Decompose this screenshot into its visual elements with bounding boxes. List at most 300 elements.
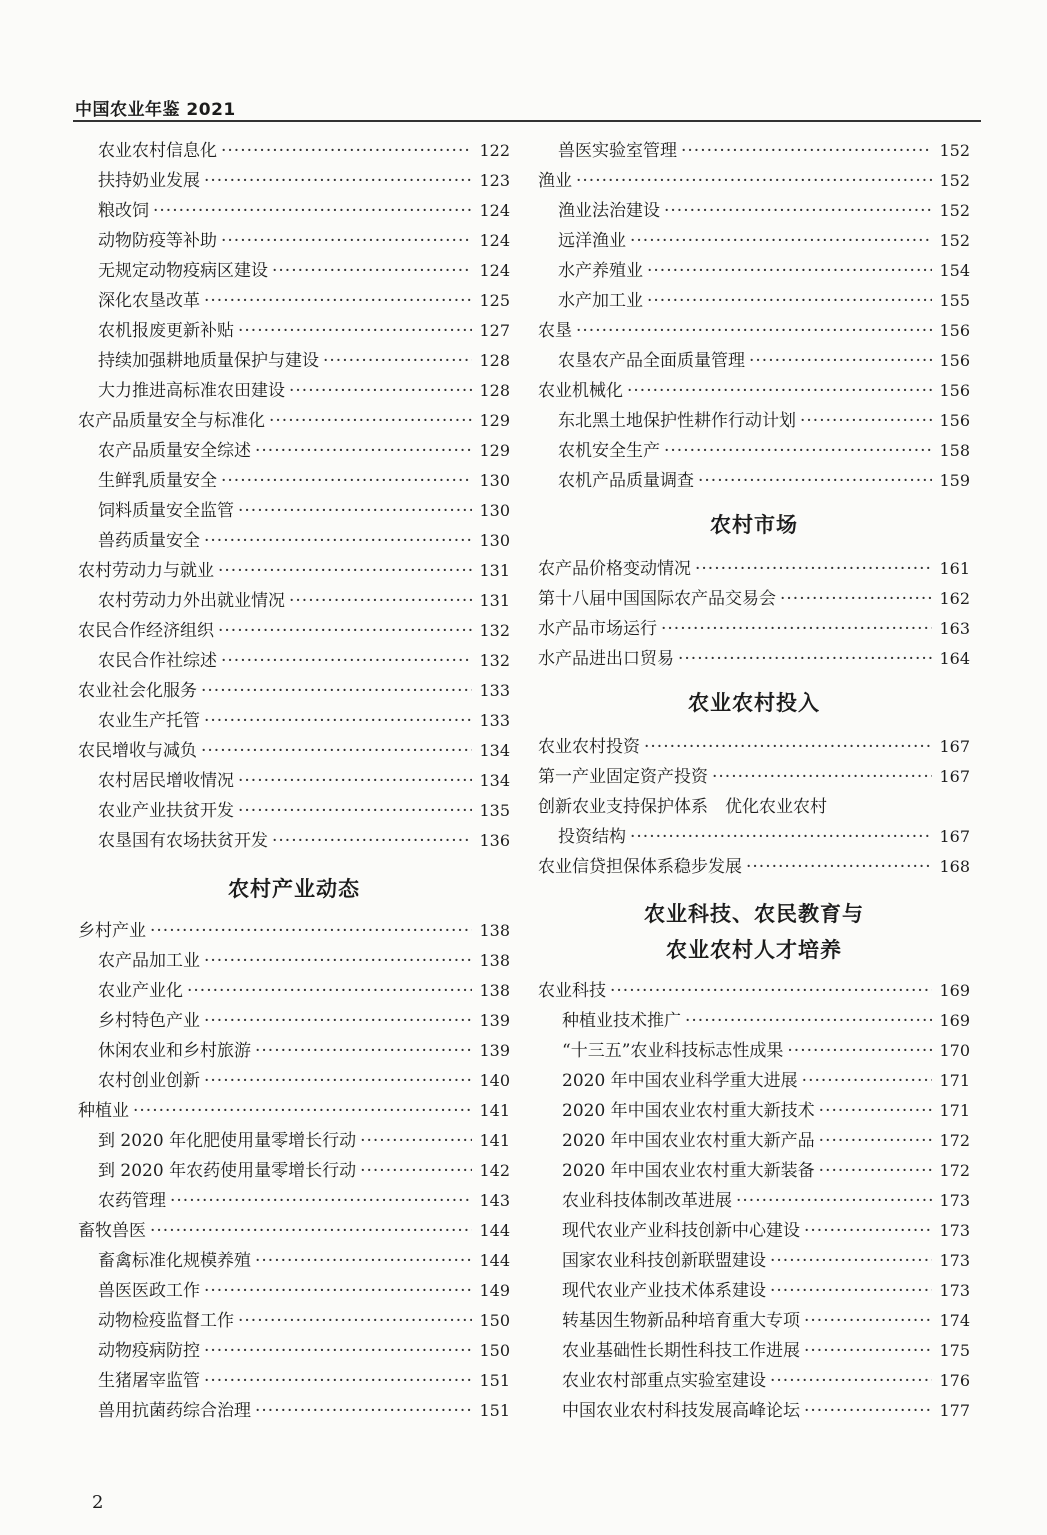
- dot-leader: [661, 614, 932, 644]
- toc-entry-page: 170: [939, 1041, 970, 1060]
- toc-entry: [538, 346, 970, 376]
- toc-entry: [78, 136, 510, 166]
- toc-entry: [538, 166, 970, 196]
- toc-entry-title: 农药管理: [98, 1191, 166, 1211]
- toc-entry-title: 持续加强耕地质量保护与建设: [98, 351, 319, 371]
- toc-entry-title: 农业信贷担保体系稳步发展: [538, 857, 742, 877]
- section-heading: 农业农村投入: [688, 691, 820, 715]
- toc-entry-title: 农民增收与减负: [78, 741, 197, 761]
- toc-entry: [538, 554, 970, 584]
- toc-entry-title: 农民合作社综述: [98, 651, 217, 671]
- toc-entry: [538, 822, 970, 852]
- toc-entry: [538, 1156, 970, 1186]
- toc-entry-page: 141: [479, 1131, 510, 1150]
- toc-entry-title: 畜牧兽医: [78, 1221, 146, 1241]
- toc-entry-title: 大力推进高标准农田建设: [98, 381, 285, 401]
- toc-entry-title: 无规定动物疫病区建设: [98, 261, 268, 281]
- toc-entry-page: 143: [479, 1191, 510, 1210]
- dot-leader: [787, 1036, 932, 1066]
- toc-entry-page: 133: [479, 711, 510, 730]
- dot-leader: [289, 376, 472, 406]
- dot-leader: [681, 136, 932, 166]
- running-header: 中国农业年鉴 2021: [75, 100, 236, 120]
- toc-entry-title: 农机报废更新补贴: [98, 321, 234, 341]
- dot-leader: [360, 1156, 472, 1186]
- toc-entry: [78, 1336, 510, 1366]
- toc-entry: [78, 1126, 510, 1156]
- dot-leader: [630, 822, 932, 852]
- toc-entry: [78, 256, 510, 286]
- toc-entry-page: 134: [479, 741, 510, 760]
- toc-entry-page: 177: [939, 1401, 970, 1420]
- toc-entry-title: 农机产品质量调查: [558, 471, 694, 491]
- dot-leader: [698, 466, 932, 496]
- dot-leader: [150, 1216, 472, 1246]
- toc-entry-title: 粮改饲: [98, 201, 149, 221]
- toc-entry: [78, 226, 510, 256]
- toc-entry-page: 158: [939, 441, 970, 460]
- toc-entry: [538, 1216, 970, 1246]
- toc-entry: [538, 1096, 970, 1126]
- dot-leader: [644, 732, 932, 762]
- dot-leader: [204, 286, 472, 316]
- dot-leader: [323, 346, 472, 376]
- toc-entry: [78, 646, 510, 676]
- toc-entry-title: 种植业: [78, 1101, 129, 1121]
- toc-entry-title: 动物防疫等补助: [98, 231, 217, 251]
- toc-entry-page: 155: [939, 291, 970, 310]
- toc-entry-title: 到 2020 年农药使用量零增长行动: [98, 1161, 357, 1181]
- toc-entry-page: 150: [479, 1311, 510, 1330]
- dot-leader: [647, 256, 932, 286]
- dot-leader: [695, 554, 932, 584]
- toc-entry-page: 130: [479, 531, 510, 550]
- toc-entry-page: 173: [939, 1191, 970, 1210]
- toc-entry: [538, 316, 970, 346]
- dot-leader: [153, 196, 472, 226]
- toc-entry-page: 125: [479, 291, 510, 310]
- toc-entry-title: 农业基础性长期性科技工作进展: [562, 1341, 800, 1361]
- header-rule: [73, 120, 981, 122]
- toc-entry-page: 128: [479, 381, 510, 400]
- toc-entry-title: 农村居民增收情况: [98, 771, 234, 791]
- toc-entry: [78, 1396, 510, 1426]
- toc-entry-title: 农业产业扶贫开发: [98, 801, 234, 821]
- toc-entry: [78, 496, 510, 526]
- dot-leader: [770, 1366, 932, 1396]
- dot-leader: [218, 556, 472, 586]
- toc-entry: [78, 736, 510, 766]
- toc-entry-title: 农村创业创新: [98, 1071, 200, 1091]
- toc-entry: [78, 1216, 510, 1246]
- toc-entry-page: 130: [479, 471, 510, 490]
- toc-entry: [538, 1336, 970, 1366]
- toc-entry: [78, 166, 510, 196]
- toc-entry: [538, 226, 970, 256]
- toc-entry-title: 农垦农产品全面质量管理: [558, 351, 745, 371]
- dot-leader: [819, 1156, 932, 1186]
- dot-leader: [187, 976, 472, 1006]
- toc-entry-title: 中国农业农村科技发展高峰论坛: [562, 1401, 800, 1421]
- toc-entry: [78, 826, 510, 856]
- toc-entry: [78, 556, 510, 586]
- toc-entry: [538, 1066, 970, 1096]
- toc-entry-page: 138: [479, 951, 510, 970]
- toc-entry-page: 149: [479, 1281, 510, 1300]
- toc-entry-page: 142: [479, 1161, 510, 1180]
- toc-entry: [538, 644, 970, 674]
- toc-entry-page: 139: [479, 1011, 510, 1030]
- toc-entry-page: 134: [479, 771, 510, 790]
- dot-leader: [736, 1186, 932, 1216]
- toc-entry-title: 东北黑土地保护性耕作行动计划: [558, 411, 796, 431]
- toc-entry-title: 水产品进出口贸易: [538, 649, 674, 669]
- dot-leader: [804, 1216, 932, 1246]
- toc-entry-title: 水产加工业: [558, 291, 643, 311]
- toc-entry: [78, 376, 510, 406]
- dot-leader: [238, 496, 472, 526]
- toc-entry-page: 151: [479, 1371, 510, 1390]
- toc-entry-title: 投资结构: [558, 827, 626, 847]
- toc-entry: [78, 586, 510, 616]
- toc-entry: [78, 406, 510, 436]
- toc-group: [538, 976, 970, 1426]
- dot-leader: [204, 166, 472, 196]
- dot-leader: [238, 766, 472, 796]
- toc-entry-page: 171: [939, 1071, 970, 1090]
- toc-entry-page: 156: [939, 321, 970, 340]
- toc-entry-title: 农业生产托管: [98, 711, 200, 731]
- toc-entry-title: 兽用抗菌药综合治理: [98, 1401, 251, 1421]
- toc-entry-page: 172: [939, 1131, 970, 1150]
- toc-entry-page: 140: [479, 1071, 510, 1090]
- toc-entry-title: 乡村产业: [78, 921, 146, 941]
- toc-entry: [538, 466, 970, 496]
- toc-entry-page: 130: [479, 501, 510, 520]
- toc-entry: [78, 1366, 510, 1396]
- section-heading: 农业农村人才培养: [666, 938, 842, 962]
- toc-entry-title: 到 2020 年化肥使用量零增长行动: [98, 1131, 357, 1151]
- dot-leader: [804, 1396, 932, 1426]
- toc-entry-title: 水产品市场运行: [538, 619, 657, 639]
- toc-entry-page: 156: [939, 381, 970, 400]
- toc-entry: [538, 732, 970, 762]
- dot-leader: [664, 436, 932, 466]
- toc-entry-title: 农村劳动力外出就业情况: [98, 591, 285, 611]
- toc-entry: [78, 196, 510, 226]
- toc-entry-page: 129: [479, 411, 510, 430]
- dot-leader: [780, 584, 932, 614]
- dot-leader: [664, 196, 932, 226]
- toc-entry-page: 128: [479, 351, 510, 370]
- toc-entry-page: 136: [479, 831, 510, 850]
- dot-leader: [802, 1066, 932, 1096]
- toc-entry: [78, 436, 510, 466]
- toc-entry-title: 农机安全生产: [558, 441, 660, 461]
- toc-entry-page: 156: [939, 351, 970, 370]
- toc-entry-title: 兽医医政工作: [98, 1281, 200, 1301]
- toc-entry-title: 畜禽标准化规模养殖: [98, 1251, 251, 1271]
- toc-entry: [538, 1366, 970, 1396]
- dot-leader: [204, 1066, 472, 1096]
- toc-group: [538, 732, 970, 792]
- toc-entry-page: 150: [479, 1341, 510, 1360]
- dot-leader: [819, 1126, 932, 1156]
- dot-leader: [238, 1306, 472, 1336]
- toc-entry-title: 2020 年中国农业农村重大新产品: [562, 1131, 815, 1151]
- toc-entry-title: 农业机械化: [538, 381, 623, 401]
- toc-entry-title: 乡村特色产业: [98, 1011, 200, 1031]
- dot-leader: [221, 226, 472, 256]
- toc-entry: [538, 852, 970, 882]
- toc-entry-page: 167: [939, 827, 970, 846]
- section-heading: 农村市场: [710, 513, 798, 537]
- toc-entry-title: 农产品价格变动情况: [538, 559, 691, 579]
- dot-leader: [150, 916, 472, 946]
- toc-entry-title: 扶持奶业发展: [98, 171, 200, 191]
- toc-entry-page: 122: [479, 141, 510, 160]
- toc-entry: [78, 346, 510, 376]
- dot-leader: [804, 1306, 932, 1336]
- toc-entry: [538, 406, 970, 436]
- dot-leader: [218, 616, 472, 646]
- dot-leader: [610, 976, 932, 1006]
- dot-leader: [627, 376, 932, 406]
- toc-entry-title: 深化农垦改革: [98, 291, 200, 311]
- dot-leader: [746, 852, 932, 882]
- toc-entry-page: 124: [479, 261, 510, 280]
- toc-entry: [78, 466, 510, 496]
- toc-entry-multiline: 创新农业支持保护体系 优化农业农村: [538, 797, 827, 817]
- toc-entry-page: 156: [939, 411, 970, 430]
- dot-leader: [238, 316, 472, 346]
- toc-entry-title: 渔业: [538, 171, 572, 191]
- dot-leader: [647, 286, 932, 316]
- toc-entry-page: 172: [939, 1161, 970, 1180]
- toc-entry: [538, 1306, 970, 1336]
- toc-entry: [538, 584, 970, 614]
- dot-leader: [255, 1036, 472, 1066]
- toc-left-column: [78, 136, 510, 1426]
- dot-leader: [221, 466, 472, 496]
- dot-leader: [685, 1006, 932, 1036]
- toc-entry-title: 现代农业产业科技创新中心建设: [562, 1221, 800, 1241]
- toc-entry: [78, 1066, 510, 1096]
- dot-leader: [576, 166, 932, 196]
- toc-entry-page: 171: [939, 1101, 970, 1120]
- toc-entry-page: 173: [939, 1281, 970, 1300]
- toc-entry: [538, 376, 970, 406]
- toc-entry: [78, 676, 510, 706]
- toc-entry-page: 163: [939, 619, 970, 638]
- toc-entry-title: 农产品质量安全与标准化: [78, 411, 265, 431]
- dot-leader: [204, 526, 472, 556]
- toc-entry-page: 141: [479, 1101, 510, 1120]
- dot-leader: [819, 1096, 932, 1126]
- toc-entry: [78, 526, 510, 556]
- dot-leader: [255, 1396, 472, 1426]
- toc-entry-title: 饲料质量安全监管: [98, 501, 234, 521]
- toc-entry-page: 175: [939, 1341, 970, 1360]
- toc-entry-title: 农垦国有农场扶贫开发: [98, 831, 268, 851]
- toc-entry: [538, 1276, 970, 1306]
- toc-entry-title: “十三五”农业科技标志性成果: [562, 1041, 784, 1061]
- dot-leader: [272, 256, 472, 286]
- toc-entry-page: 138: [479, 921, 510, 940]
- toc-entry: [538, 1126, 970, 1156]
- dot-leader: [204, 1006, 472, 1036]
- toc-entry-page: 169: [939, 981, 970, 1000]
- toc-entry-title: 农产品质量安全综述: [98, 441, 251, 461]
- dot-leader: [204, 1276, 472, 1306]
- toc-entry: [78, 976, 510, 1006]
- toc-entry: [78, 316, 510, 346]
- dot-leader: [360, 1126, 472, 1156]
- toc-entry: [78, 1276, 510, 1306]
- toc-entry-title: 农业农村信息化: [98, 141, 217, 161]
- toc-entry: [78, 1096, 510, 1126]
- toc-entry-title: 农垦: [538, 321, 572, 341]
- toc-entry: [78, 286, 510, 316]
- dot-leader: [255, 1246, 472, 1276]
- toc-entry-page: 173: [939, 1221, 970, 1240]
- dot-leader: [269, 406, 472, 436]
- toc-entry: [78, 766, 510, 796]
- toc-entry-title: 远洋渔业: [558, 231, 626, 251]
- toc-entry-title: 现代农业产业技术体系建设: [562, 1281, 766, 1301]
- dot-leader: [255, 436, 472, 466]
- toc-entry-page: 164: [939, 649, 970, 668]
- toc-entry: [78, 1246, 510, 1276]
- toc-entry: [78, 796, 510, 826]
- dot-leader: [576, 316, 932, 346]
- toc-entry-page: 169: [939, 1011, 970, 1030]
- toc-entry-page: 152: [939, 141, 970, 160]
- toc-entry: [78, 616, 510, 646]
- toc-entry-page: 127: [479, 321, 510, 340]
- toc-entry-page: 131: [479, 591, 510, 610]
- toc-entry: [538, 1186, 970, 1216]
- toc-entry-title: 渔业法治建设: [558, 201, 660, 221]
- dot-leader: [204, 706, 472, 736]
- dot-leader: [770, 1246, 932, 1276]
- dot-leader: [770, 1276, 932, 1306]
- toc-entry-page: 162: [939, 589, 970, 608]
- toc-entry-title: 国家农业科技创新联盟建设: [562, 1251, 766, 1271]
- toc-entry-page: 132: [479, 651, 510, 670]
- toc-entry: [538, 436, 970, 466]
- dot-leader: [204, 1366, 472, 1396]
- dot-leader: [804, 1336, 932, 1366]
- toc-entry: [538, 1006, 970, 1036]
- dot-leader: [749, 346, 932, 376]
- toc-entry: [538, 1246, 970, 1276]
- toc-entry-page: 129: [479, 441, 510, 460]
- toc-entry: [78, 1156, 510, 1186]
- toc-entry: [78, 946, 510, 976]
- toc-entry-page: 139: [479, 1041, 510, 1060]
- toc-entry-title: 农业科技: [538, 981, 606, 1001]
- toc-entry-page: 133: [479, 681, 510, 700]
- toc-entry: [538, 1036, 970, 1066]
- toc-entry-title: 兽药质量安全: [98, 531, 200, 551]
- dot-leader: [712, 762, 932, 792]
- dot-leader: [170, 1186, 472, 1216]
- toc-group: [78, 916, 510, 1426]
- toc-entry-title: 种植业技术推广: [562, 1011, 681, 1031]
- toc-entry-page: 132: [479, 621, 510, 640]
- toc-entry-title: 农业社会化服务: [78, 681, 197, 701]
- toc-entry-page: 152: [939, 201, 970, 220]
- dot-leader: [678, 644, 932, 674]
- toc-entry: [538, 762, 970, 792]
- toc-entry-title: 农村劳动力与就业: [78, 561, 214, 581]
- toc-entry-title: 农业农村部重点实验室建设: [562, 1371, 766, 1391]
- toc-entry: [78, 1006, 510, 1036]
- dot-leader: [133, 1096, 472, 1126]
- page-number: 2: [92, 1492, 104, 1513]
- toc-entry: [78, 1186, 510, 1216]
- toc-entry-page: 124: [479, 201, 510, 220]
- dot-leader: [221, 646, 472, 676]
- toc-entry: [538, 286, 970, 316]
- toc-entry-title: 2020 年中国农业农村重大新技术: [562, 1101, 815, 1121]
- toc-entry-page: 135: [479, 801, 510, 820]
- toc-group: [538, 136, 970, 496]
- toc-entry-page: 152: [939, 171, 970, 190]
- toc-entry-title: 2020 年中国农业农村重大新装备: [562, 1161, 815, 1181]
- section-heading: 农业科技、农民教育与: [644, 902, 864, 926]
- toc-entry-page: 167: [939, 767, 970, 786]
- toc-entry-page: 131: [479, 561, 510, 580]
- toc-entry: [538, 976, 970, 1006]
- toc-entry: [538, 614, 970, 644]
- toc-entry-page: 151: [479, 1401, 510, 1420]
- toc-entry: [538, 136, 970, 166]
- toc-entry-page: 176: [939, 1371, 970, 1390]
- dot-leader: [204, 946, 472, 976]
- dot-leader: [800, 406, 932, 436]
- toc-entry-title: 兽医实验室管理: [558, 141, 677, 161]
- toc-entry-title: 转基因生物新品种培育重大专项: [562, 1311, 800, 1331]
- toc-entry-page: 124: [479, 231, 510, 250]
- toc-entry-page: 154: [939, 261, 970, 280]
- toc-entry-title: 生鲜乳质量安全: [98, 471, 217, 491]
- toc-entry-title: 农产品加工业: [98, 951, 200, 971]
- toc-group: [78, 136, 510, 856]
- toc-entry-title: 休闲农业和乡村旅游: [98, 1041, 251, 1061]
- toc-entry-page: 152: [939, 231, 970, 250]
- toc-entry-page: 161: [939, 559, 970, 578]
- toc-entry-page: 159: [939, 471, 970, 490]
- section-heading: 农村产业动态: [228, 877, 360, 901]
- toc-group: [538, 554, 970, 674]
- toc-entry-title: 农民合作经济组织: [78, 621, 214, 641]
- toc-entry-page: 138: [479, 981, 510, 1000]
- toc-entry-page: 144: [479, 1251, 510, 1270]
- toc-entry-title: 第十八届中国国际农产品交易会: [538, 589, 776, 609]
- dot-leader: [201, 676, 472, 706]
- toc-entry-title: 第一产业固定资产投资: [538, 767, 708, 787]
- toc-entry: [538, 1396, 970, 1426]
- toc-entry: [538, 196, 970, 226]
- toc-entry-title: 动物疫病防控: [98, 1341, 200, 1361]
- toc-entry-page: 123: [479, 171, 510, 190]
- toc-entry: [538, 256, 970, 286]
- dot-leader: [201, 736, 472, 766]
- toc-entry-page: 174: [939, 1311, 970, 1330]
- toc-entry-title: 动物检疫监督工作: [98, 1311, 234, 1331]
